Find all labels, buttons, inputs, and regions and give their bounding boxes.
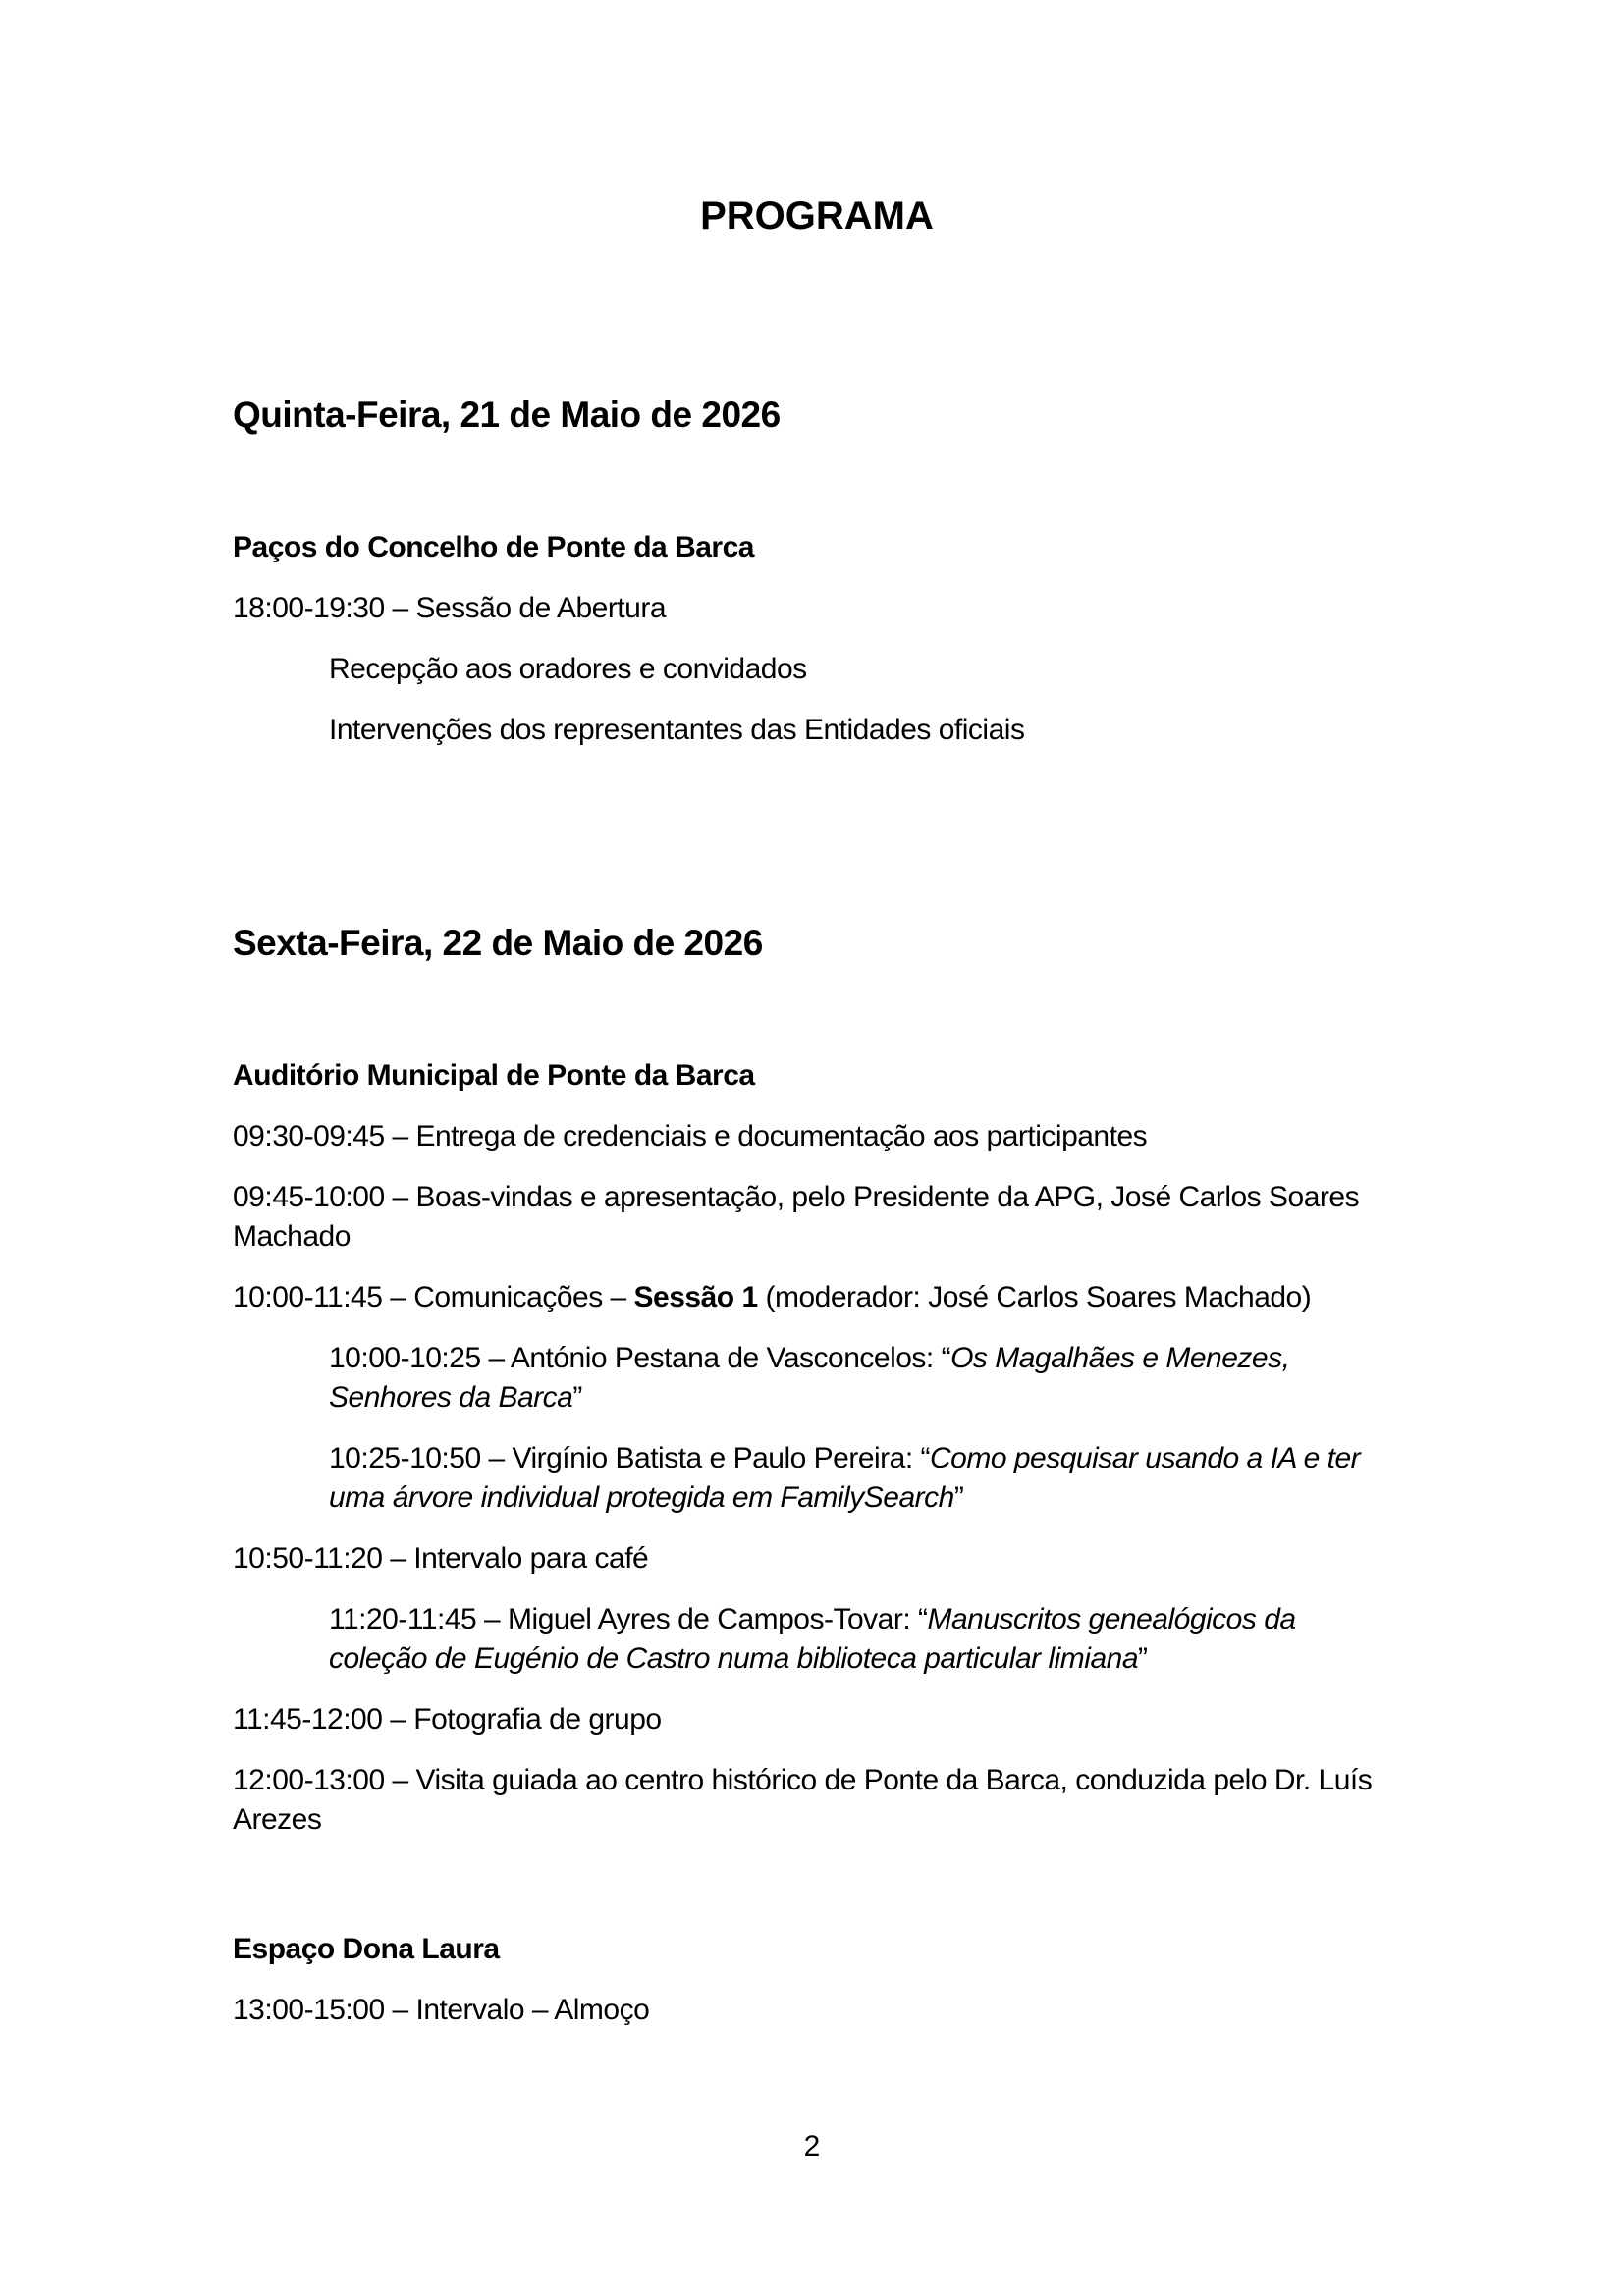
talk-title-italic: Manuscritos genealógicos da [927,1603,1296,1635]
event-visita-guiada [233,1761,1401,1840]
venue-name-auditorio-municipal: Auditório Municipal de Ponte da Barca [233,1059,755,1092]
talk-speaker-text: 11:20-11:45 – Miguel Ayres de Campos-Tovar: “ [329,1603,928,1635]
talk-batista-pereira [329,1439,1401,1518]
event-text: 09:45-10:00 – Boas-vindas e apresentação, pelo Presidente da APG, José Carlos Soares [233,1181,1360,1213]
day-heading-sexta: Sexta-Feira, 22 de Maio de 2026 [233,923,763,963]
closing-quote: ” [953,1481,964,1514]
day-section-sexta [233,921,1401,2030]
day-heading-quinta: Quinta-Feira, 21 de Maio de 2026 [233,395,781,435]
closing-quote: ” [1138,1642,1148,1675]
event-text: Intervenções dos representantes das Entidades oficiais [329,714,1025,746]
event-recepcao [329,650,1401,689]
talk-pestana-vasconcelos [329,1339,1401,1417]
event-entrega-credenciais [233,1117,1401,1156]
document-title: PROGRAMA [700,194,934,238]
event-text: 12:00-13:00 – Visita guiada ao centro histórico de Ponte da Barca, conduzida pelo Dr. Luís [233,1764,1373,1796]
page-footer [0,2127,1624,2166]
day-section-quinta [233,393,1401,750]
event-text: (moderador: José Carlos Soares Machado) [757,1281,1312,1313]
event-text: 18:00-19:30 – Sessão de Abertura [233,592,667,624]
talk-title-italic: uma árvore individual protegida em FamilySearch [329,1481,954,1514]
session-label-bold: Sessão 1 [633,1281,758,1313]
event-intervalo-almoco [233,1991,1401,2030]
event-text: Recepção aos oradores e convidados [329,653,807,685]
event-text: Arezes [233,1803,322,1836]
event-text: 10:00-11:45 – Comunicações – [233,1281,634,1313]
talk-title-italic: coleção de Eugénio de Castro numa biblioteca particular limiana [329,1642,1138,1675]
event-comunicacoes-sessao-1 [233,1278,1401,1317]
event-intervalo-cafe [233,1539,1401,1578]
closing-quote: ” [572,1381,582,1414]
talk-campos-tovar [329,1600,1401,1679]
event-text: 09:30-09:45 – Entrega de credenciais e documentação aos participantes [233,1120,1148,1152]
event-boas-vindas [233,1178,1401,1256]
talk-title-italic: Senhores da Barca [329,1381,573,1414]
talk-speaker-text: 10:25-10:50 – Virgínio Batista e Paulo Pereira: “ [329,1442,931,1474]
venue-name-espaco-dona-laura: Espaço Dona Laura [233,1933,500,1965]
event-fotografia-grupo [233,1700,1401,1739]
page-number: 2 [803,2130,821,2163]
talk-speaker-text: 10:00-10:25 – António Pestana de Vasconcelos: “ [329,1342,951,1374]
venue-name-pacos-do-concelho: Paços do Concelho de Ponte da Barca [233,531,754,563]
event-text: 13:00-15:00 – Intervalo – Almoço [233,1994,650,2026]
event-text: 11:45-12:00 – Fotografia de grupo [233,1703,662,1735]
event-text: Machado [233,1220,351,1253]
talk-title-italic: Os Magalhães e Menezes, [950,1342,1290,1374]
event-sessao-abertura [233,589,1401,628]
event-intervencoes [329,711,1401,750]
talk-title-italic: Como pesquisar usando a IA e ter [930,1442,1361,1474]
event-text: 10:50-11:20 – Intervalo para café [233,1542,649,1575]
